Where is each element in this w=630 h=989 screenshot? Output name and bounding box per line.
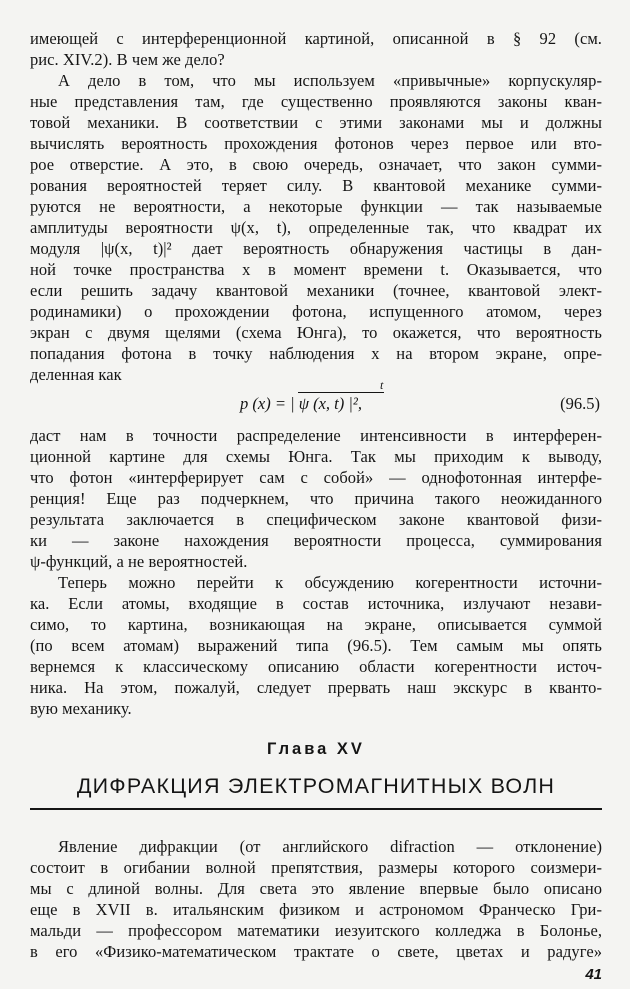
text-line: что фотон «интерферирует сам с собой» — однофотонная интерфе- bbox=[30, 468, 602, 487]
text-line: ционной картине для схемы Юнга. Так мы приходим к выводу, bbox=[30, 447, 602, 466]
text-line: ренция! Еще раз подчеркнем, что причина такого неожиданного bbox=[30, 489, 602, 508]
text-line: рис. XIV.2). В чем же дело? bbox=[30, 50, 225, 69]
text-line: ной точке пространства x в момент времени t. Оказывается, что bbox=[30, 260, 602, 279]
paragraph-start-line: А дело в том, что мы используем «привычные» корпускуляр- bbox=[58, 71, 602, 90]
chapter-label: Глава XV bbox=[267, 740, 365, 758]
paragraph-start-line: Теперь можно перейти к обсуждению когерентности источни- bbox=[58, 573, 602, 592]
text-line: рое отверстие. А это, в свою очередь, означает, что закон сумми- bbox=[30, 155, 602, 174]
equation-formula: p (x) = | ψ (x, t) |², bbox=[240, 394, 362, 413]
text-line: ные представления там, где существенно проявляются законы кван- bbox=[30, 92, 602, 111]
text-line: в его «Физико-математическом трактате о свете, цветах и радуге» bbox=[30, 942, 602, 961]
text-line: амплитуды вероятности ψ(x, t), определенные так, что квадрат их bbox=[30, 218, 602, 237]
text-line: модуля |ψ(x, t)|² дает вероятность обнаружения частицы в дан- bbox=[30, 239, 602, 258]
text-line: ка. Если атомы, входящие в состав источника, излучают незави- bbox=[30, 594, 602, 613]
text-line: родинамики) о прохождении фотона, испущенного атомом, через bbox=[30, 302, 602, 321]
text-line: состоит в огибании волной препятствия, размеры которого соизмери- bbox=[30, 858, 602, 877]
equation-number: (96.5) bbox=[560, 394, 600, 413]
overline bbox=[298, 392, 384, 393]
text-line: ки — законе нахождения вероятности процесса, суммирования bbox=[30, 531, 602, 550]
text-line: вую механику. bbox=[30, 699, 132, 718]
text-line: вычислять вероятность прохождения фотонов через первое или вто- bbox=[30, 134, 602, 153]
text-line: даст нам в точности распределение интенсивности в интерферен- bbox=[30, 426, 602, 445]
text-line: деленная как bbox=[30, 365, 122, 384]
chapter-rule bbox=[30, 808, 602, 810]
text-line: если решить задачу квантовой механики (точнее, квантовой элект- bbox=[30, 281, 602, 300]
page-number: 41 bbox=[585, 966, 602, 983]
text-line: товой механики. В соответствии с этими законами мы и должны bbox=[30, 113, 602, 132]
text-line: еще в XVII в. итальянским физиком и астрономом Франческо Гри- bbox=[30, 900, 602, 919]
equation-96-5 bbox=[30, 378, 602, 420]
text-line: экран с двумя щелями (схема Юнга), то окажется, что вероятность bbox=[30, 323, 602, 342]
text-line: вернемся к классическому описанию области когерентности источ- bbox=[30, 657, 602, 676]
text-line: результата заключается в специфическом законе квантовой физи- bbox=[30, 510, 602, 529]
text-line: (по всем атомам) выражений типа (96.5). Тем самым мы опять bbox=[30, 636, 602, 655]
text-line: ника. На этом, пожалуй, следует прервать наш экскурс в кванто- bbox=[30, 678, 602, 697]
text-line: мальди — профессором математики иезуитского колледжа в Болонье, bbox=[30, 921, 602, 940]
text-line: симо, то картина, возникающая на экране, описывается суммой bbox=[30, 615, 602, 634]
text-line: имеющей с интерференционной картиной, описанной в § 92 (см. bbox=[30, 29, 602, 48]
chapter-title: ДИФРАКЦИЯ ЭЛЕКТРОМАГНИТНЫХ ВОЛН bbox=[76, 774, 556, 798]
text-line: рования вероятностей теряет силу. В квантовой механике сумми- bbox=[30, 176, 602, 195]
text-line: мы с длиной волны. Для света это явление впервые было описано bbox=[30, 879, 602, 898]
equation-superscript: t bbox=[380, 378, 384, 392]
paragraph-start-line: Явление дифракции (от английского difraction — отклонение) bbox=[58, 837, 602, 856]
text-line: ψ-функций, а не вероятностей. bbox=[30, 552, 248, 571]
text-line: руются не вероятности, а некоторые функции — так называемые bbox=[30, 197, 602, 216]
text-line: попадания фотона в точку наблюдения x на втором экране, опре- bbox=[30, 344, 602, 363]
